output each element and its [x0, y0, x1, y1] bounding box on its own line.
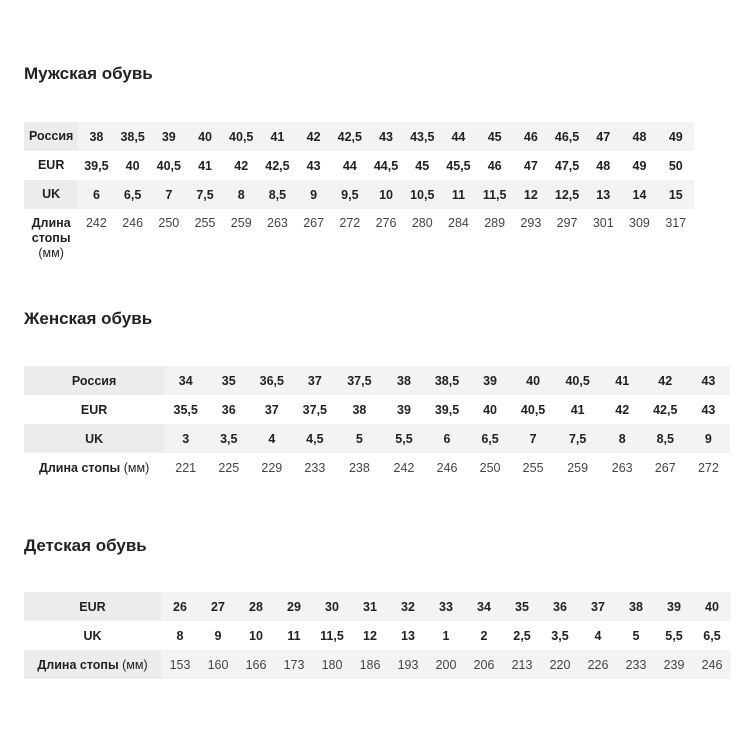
kids-size-cell: 11,5	[320, 628, 344, 643]
men-size-cell: 6	[78, 180, 114, 209]
men-size-cell: 10,5	[404, 180, 440, 209]
men-size-cell: 50	[668, 158, 683, 173]
kids-size-cell: 213	[503, 650, 541, 679]
kids-size-cell: 226	[579, 650, 617, 679]
kids-size-cell: 220	[541, 650, 579, 679]
women-size-cell: 35	[207, 366, 250, 395]
kids-row-label-main: Длина стопы	[37, 657, 119, 672]
men-size-cell: 41	[198, 158, 212, 173]
men-size-cell: 15	[658, 180, 694, 209]
men-size-cell: 41	[259, 122, 295, 151]
kids-size-cell: 246	[693, 650, 731, 679]
kids-size-cell: 200	[427, 650, 465, 679]
kids-size-cell: 9	[214, 628, 222, 643]
kids-size-cell: 2	[480, 628, 488, 643]
women-size-cell: 41	[601, 366, 644, 395]
men-row-label-line: стопы	[31, 231, 71, 245]
women-row	[24, 395, 730, 424]
kids-rows	[24, 592, 731, 679]
women-size-cell: 39	[397, 402, 411, 417]
kids-size-cell: 10	[249, 628, 263, 643]
women-size-cell: 6,5	[469, 424, 512, 453]
women-size-cell: 42	[644, 366, 687, 395]
kids-size-cell: 11	[287, 628, 301, 643]
men-size-cell: 47,5	[554, 158, 580, 173]
women-size-cell: 250	[479, 460, 501, 475]
women-size-cell: 259	[567, 460, 589, 475]
kids-size-cell: 5,5	[665, 628, 683, 643]
men-row-label-line: Длина	[31, 216, 71, 230]
women-size-cell: 238	[348, 460, 370, 475]
kids-size-cell: 36	[541, 592, 579, 621]
men-size-cell: 267	[303, 216, 325, 230]
women-size-cell: 229	[261, 460, 283, 475]
men-size-cell: 255	[194, 216, 216, 230]
men-size-cell: 45	[415, 158, 430, 173]
men-size-cell: 38	[78, 122, 114, 151]
kids-size-cell: 180	[313, 650, 351, 679]
men-size-cell: 9,5	[332, 180, 368, 209]
men-row	[24, 180, 694, 209]
men-size-cell: 39	[151, 122, 187, 151]
kids-size-cell: 3,5	[551, 628, 569, 643]
kids-size-cell: 186	[351, 650, 389, 679]
men-row	[24, 151, 694, 180]
women-size-cell: 40,5	[520, 402, 546, 417]
men-size-cell: 40,5	[156, 158, 181, 173]
men-size-cell: 6,5	[115, 180, 151, 209]
women-size-cell: 37	[293, 366, 336, 395]
women-size-cell: 246	[436, 460, 458, 475]
men-row-label: UK	[24, 180, 78, 209]
kids-row-label: EUR	[24, 592, 161, 621]
women-size-cell: 8,5	[644, 424, 687, 453]
men-rows	[24, 122, 694, 261]
women-size-cell: 8	[601, 424, 644, 453]
kids-size-cell: 28	[237, 592, 275, 621]
men-size-cell: 11,5	[477, 180, 513, 209]
men-size-cell: 13	[585, 180, 621, 209]
kids-size-cell: 166	[237, 650, 275, 679]
kids-size-cell: 35	[503, 592, 541, 621]
kids-row-label: UK	[83, 628, 102, 643]
women-size-cell: 35,5	[173, 402, 198, 417]
women-size-cell: 40	[512, 366, 555, 395]
women-size-cell: 6	[425, 424, 468, 453]
kids-size-cell: 33	[427, 592, 465, 621]
women-section-title	[24, 309, 152, 329]
men-size-cell: 12,5	[549, 180, 585, 209]
men-size-cell: 12	[513, 180, 549, 209]
men-size-cell: 309	[629, 216, 650, 230]
men-size-cell: 289	[484, 216, 506, 230]
men-size-cell: 11	[440, 180, 476, 209]
kids-size-cell: 29	[275, 592, 313, 621]
men-size-cell: 47	[585, 122, 621, 151]
men-size-cell: 301	[592, 216, 614, 230]
men-size-cell: 49	[658, 122, 694, 151]
women-size-cell: 5	[336, 424, 382, 453]
women-size-cell: 221	[175, 460, 197, 475]
women-size-cell: 36,5	[250, 366, 293, 395]
kids-size-cell: 27	[199, 592, 237, 621]
kids-row	[24, 621, 731, 650]
women-size-cell: 43	[701, 402, 716, 417]
women-size-cell: 9	[687, 424, 730, 453]
men-size-cell: 297	[556, 216, 578, 230]
men-size-cell: 42,5	[332, 122, 368, 151]
kids-size-cell: 6,5	[703, 628, 721, 643]
kids-size-cell: 30	[313, 592, 351, 621]
men-size-cell: 38,5	[115, 122, 151, 151]
women-size-table	[24, 366, 730, 482]
men-size-cell: 14	[621, 180, 657, 209]
men-size-cell: 43	[306, 158, 321, 173]
kids-size-cell: 233	[617, 650, 655, 679]
women-size-cell: 7	[512, 424, 555, 453]
men-size-cell: 43,5	[404, 122, 440, 151]
women-title: Женская обувь	[24, 309, 153, 328]
women-size-cell: 242	[393, 460, 415, 475]
women-size-cell: 255	[522, 460, 544, 475]
women-size-cell: 4	[250, 424, 293, 453]
women-size-cell: 3	[164, 424, 207, 453]
men-size-cell: 250	[158, 216, 180, 230]
kids-row	[24, 650, 731, 679]
men-size-cell: 49	[632, 158, 647, 173]
men-size-cell: 9	[296, 180, 332, 209]
women-row-label-main: Длина стопы	[38, 460, 121, 475]
women-size-cell: 225	[218, 460, 240, 475]
men-title: Мужская обувь	[24, 64, 153, 83]
kids-size-cell: 31	[351, 592, 389, 621]
women-row	[24, 366, 730, 395]
men-size-cell: 280	[411, 216, 433, 230]
men-size-cell: 44	[440, 122, 476, 151]
women-size-cell: 37,5	[336, 366, 382, 395]
kids-size-cell: 40	[693, 592, 731, 621]
women-row	[24, 453, 730, 482]
women-size-cell: 4,5	[293, 424, 336, 453]
kids-row-label	[24, 650, 161, 679]
kids-size-table	[24, 592, 731, 679]
men-size-cell: 263	[267, 216, 288, 230]
men-row-label	[24, 209, 78, 261]
men-size-cell: 46	[513, 122, 549, 151]
men-size-cell: 284	[448, 216, 469, 230]
men-size-cell: 276	[375, 216, 397, 230]
women-size-cell: 42	[615, 402, 630, 417]
women-size-cell: 233	[304, 460, 326, 475]
men-size-cell: 42,5	[265, 158, 290, 173]
men-size-cell: 43	[368, 122, 404, 151]
women-size-cell: 41	[570, 402, 585, 417]
women-size-cell: 39	[469, 366, 512, 395]
women-row-label: Россия	[24, 366, 164, 395]
kids-size-cell: 37	[579, 592, 617, 621]
women-size-cell: 38	[382, 366, 425, 395]
men-size-cell: 259	[230, 216, 252, 230]
men-size-cell: 45	[477, 122, 513, 151]
women-size-cell: 37	[264, 402, 279, 417]
women-size-cell: 7,5	[555, 424, 601, 453]
kids-size-cell: 160	[199, 650, 237, 679]
kids-size-cell: 2,5	[513, 628, 531, 643]
men-size-cell: 7	[151, 180, 187, 209]
men-size-cell: 46	[487, 158, 502, 173]
women-row-label	[24, 453, 164, 482]
kids-size-cell: 8	[176, 628, 184, 643]
kids-size-cell: 173	[275, 650, 313, 679]
men-size-cell: 45,5	[446, 158, 471, 173]
men-size-cell: 46,5	[549, 122, 585, 151]
women-size-cell: 43	[687, 366, 730, 395]
kids-size-cell: 1	[442, 628, 450, 643]
women-size-cell: 36	[221, 402, 236, 417]
men-size-cell: 48	[621, 122, 657, 151]
women-row	[24, 424, 730, 453]
men-size-cell: 47	[523, 158, 538, 173]
men-section-title	[24, 64, 153, 84]
men-size-cell: 42	[296, 122, 332, 151]
men-row-label: Россия	[24, 122, 78, 151]
women-size-cell: 42,5	[653, 402, 678, 417]
kids-size-cell: 39	[655, 592, 693, 621]
kids-size-cell: 4	[594, 628, 602, 643]
men-size-cell: 246	[122, 216, 144, 230]
men-size-cell: 40	[187, 122, 223, 151]
women-size-cell: 34	[164, 366, 207, 395]
women-row-label: EUR	[80, 402, 108, 417]
women-size-cell: 37,5	[302, 402, 328, 417]
men-size-cell: 7,5	[187, 180, 223, 209]
men-size-cell: 42	[234, 158, 249, 173]
men-size-cell: 8	[223, 180, 259, 209]
women-row-label: UK	[24, 424, 164, 453]
men-row-label: EUR	[37, 158, 65, 172]
women-size-cell: 38	[352, 402, 367, 417]
kids-size-cell: 38	[617, 592, 655, 621]
women-rows	[24, 366, 730, 482]
women-size-cell: 267	[654, 460, 676, 475]
kids-size-cell: 32	[389, 592, 427, 621]
kids-size-cell: 193	[389, 650, 427, 679]
kids-size-cell: 26	[161, 592, 199, 621]
women-size-cell: 272	[697, 460, 719, 475]
men-size-cell: 242	[85, 216, 107, 230]
kids-size-cell: 239	[655, 650, 693, 679]
women-size-cell: 5,5	[382, 424, 425, 453]
kids-section-title	[24, 536, 147, 556]
men-size-cell: 8,5	[259, 180, 295, 209]
kids-size-cell: 206	[465, 650, 503, 679]
men-size-cell: 10	[368, 180, 404, 209]
men-size-cell: 317	[665, 216, 687, 230]
kids-size-cell: 13	[401, 628, 415, 643]
women-size-cell: 39,5	[434, 402, 460, 417]
kids-row	[24, 592, 731, 621]
kids-size-cell: 12	[363, 628, 377, 643]
kids-size-cell: 153	[161, 650, 199, 679]
men-size-cell: 39,5	[84, 158, 109, 173]
kids-size-cell: 5	[632, 628, 640, 643]
women-size-cell: 40,5	[555, 366, 601, 395]
men-size-table	[24, 122, 694, 261]
men-row	[24, 122, 694, 151]
men-size-cell: 44,5	[373, 158, 399, 173]
kids-row-label-unit: (мм)	[122, 657, 148, 672]
men-size-cell: 48	[596, 158, 611, 173]
men-row	[24, 209, 694, 261]
women-size-cell: 40	[483, 402, 497, 417]
men-size-cell: 40	[125, 158, 140, 173]
women-size-cell: 3,5	[207, 424, 250, 453]
men-row-label-line: (мм)	[38, 246, 64, 260]
women-size-cell: 38,5	[425, 366, 468, 395]
women-row-label-unit: (мм)	[123, 460, 150, 475]
men-size-cell: 272	[339, 216, 361, 230]
kids-title: Детская обувь	[24, 536, 147, 555]
women-size-cell: 263	[611, 460, 633, 475]
kids-size-cell: 34	[465, 592, 503, 621]
men-size-cell: 44	[342, 158, 357, 173]
men-size-cell: 293	[520, 216, 542, 230]
men-size-cell: 40,5	[223, 122, 259, 151]
